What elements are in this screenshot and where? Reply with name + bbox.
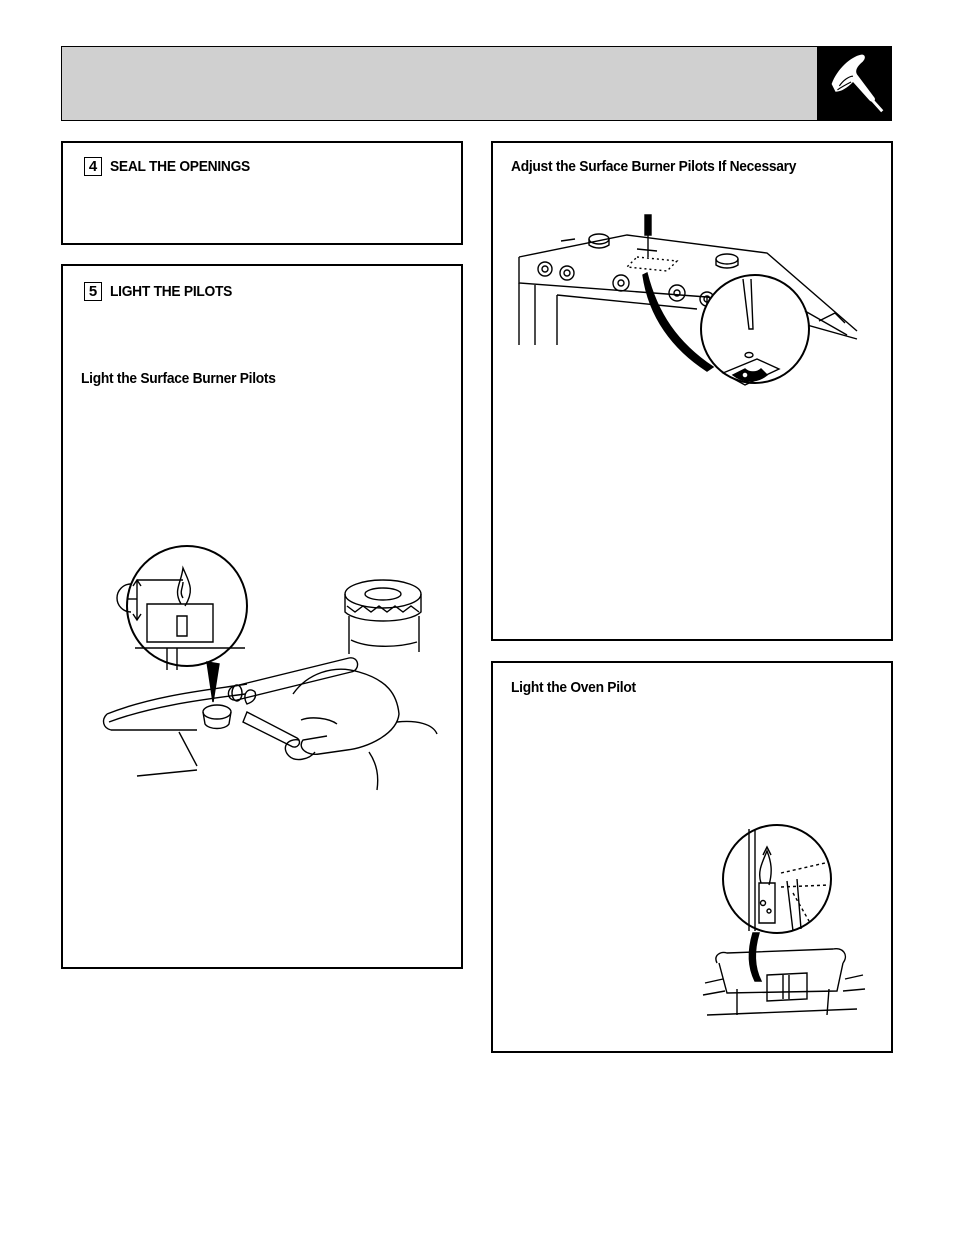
section-4-heading <box>84 157 262 176</box>
surface-pilot-lighting-illustration <box>97 544 437 790</box>
seal-openings-panel <box>61 141 463 245</box>
step-number-badge: 4 <box>84 157 102 176</box>
light-pilots-panel <box>61 264 463 969</box>
pilot-adjust-screwdriver-illustration <box>517 213 867 433</box>
oven-pilot-panel <box>491 661 893 1053</box>
section-title: SEAL THE OPENINGS <box>110 158 250 175</box>
panel-title: Adjust the Surface Burner Pilots If Necessary <box>511 158 797 175</box>
oven-pilot-illustration <box>697 823 867 1023</box>
page-header-bar <box>61 46 892 121</box>
adjust-pilots-panel <box>491 141 893 641</box>
hand-with-screwdriver-icon <box>817 47 891 120</box>
section-title: LIGHT THE PILOTS <box>110 283 233 300</box>
panel-title: Light the Oven Pilot <box>511 679 636 696</box>
section-5-heading <box>84 282 243 301</box>
subsection-title: Light the Surface Burner Pilots <box>81 370 276 387</box>
step-number-badge: 5 <box>84 282 102 301</box>
